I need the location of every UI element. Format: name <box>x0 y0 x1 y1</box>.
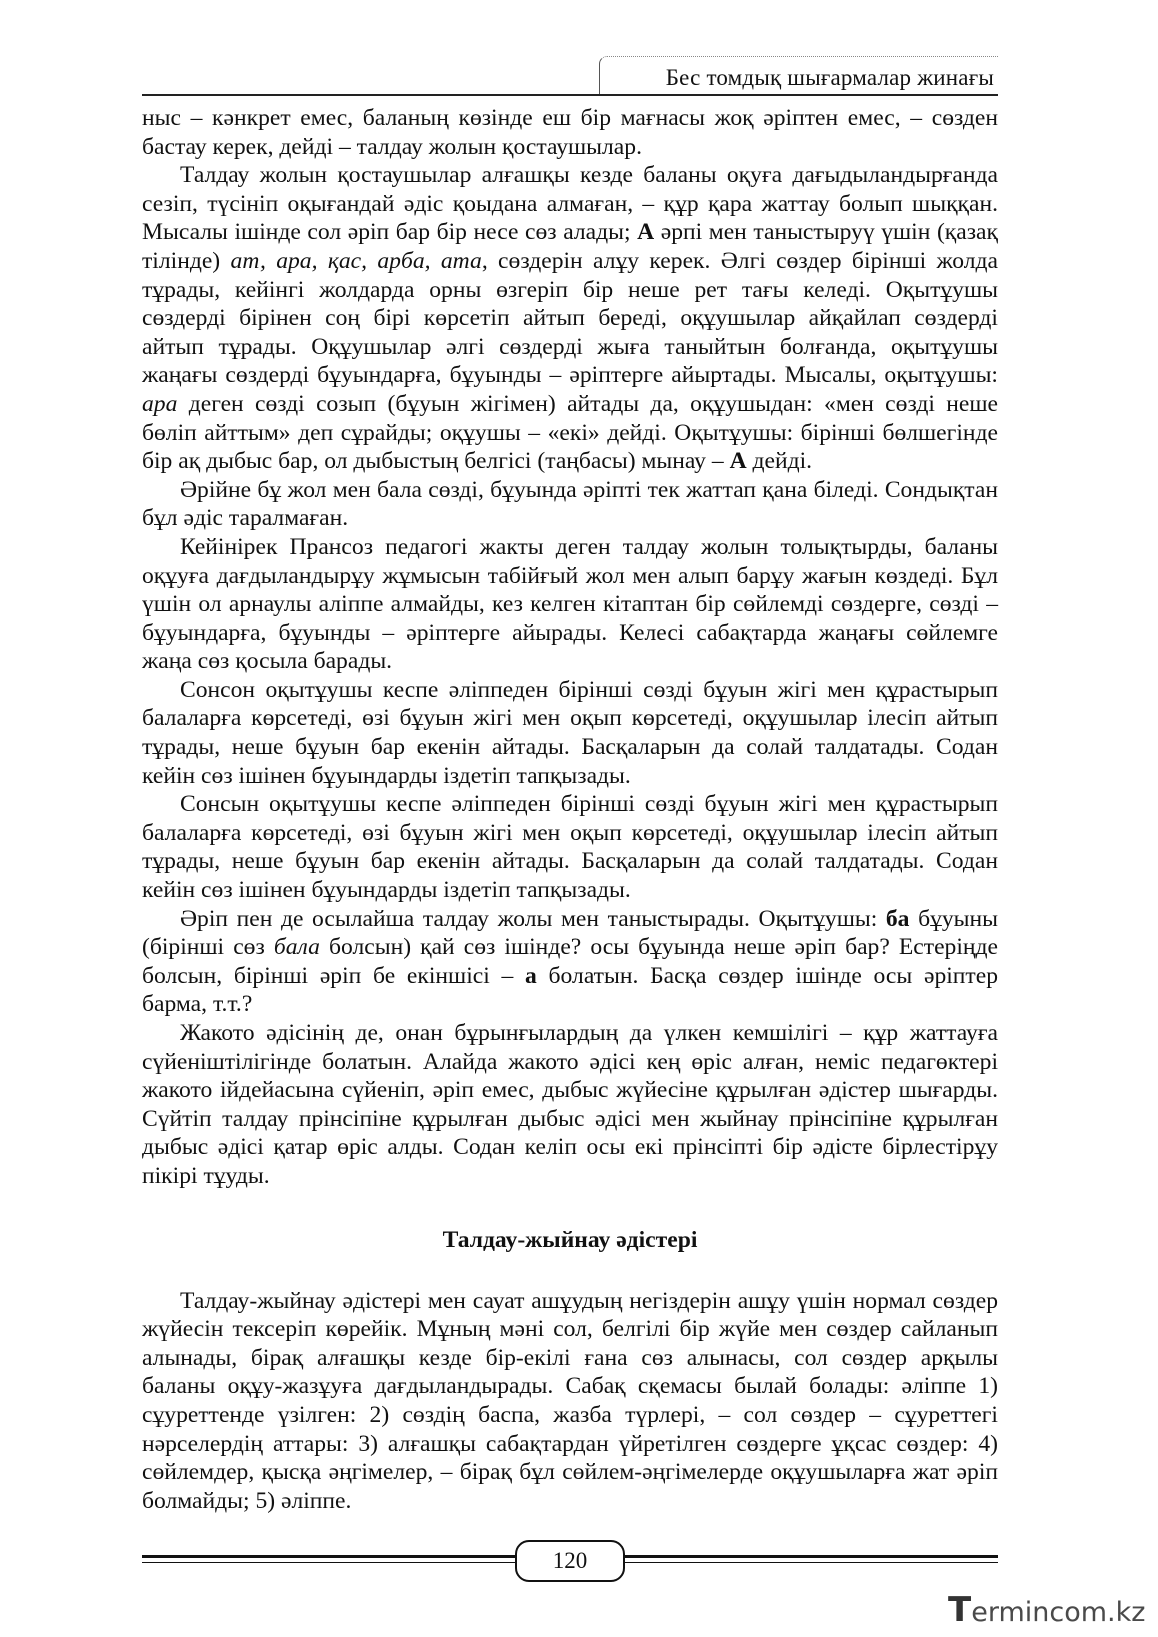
page-number: 120 <box>515 1540 625 1582</box>
text-run: ныс – кәнкрет емес, баланың көзінде еш бір мағнасы жоқ әріптен емес, – сөзден бастау керек, дейді – талдау жолын қостаушылар. <box>142 105 998 160</box>
body-text <box>142 104 998 1515</box>
header-title-frame <box>599 56 998 95</box>
text-run: Кейінірек Прансоз педагогі жакты деген талдау жолын толықтырды, баланы оқұуға дағдыландырұу жұмысын табійғый жол мен алып барұу жағын көздеді. Бұл үшін ол арнаулы аліппе алмайды, кез келген кітаптан бір сөйлемді сөздерге, сөзді – бұуындарға, бұуынды – әріптерге айырады. Келесі сабақтарда жаңағы сөйлемге жаңа сөз қосыла барады. <box>142 533 998 675</box>
text-run: Сонсын оқытұушы кеспе әліппеден бірінші сөзді бұуын жігі мен құрастырып балаларға көрсетеді, өзі бұуын жігі мен оқып көрсетеді, оқұушылар ілесіп айтып тұрады, неше бұуын бар екенін айтады. Басқаларын да солай талдатады. Содан кейін сөз ішінен бұуындарды іздетіп тапқызады. <box>142 791 998 904</box>
text-run: деген сөзді созып (бұуын жігімен) айтады да, оқұушыдан: «мен сөзді неше бөліп айттым» деп сұрайды; оқұушы – «екі» дейді. Оқытұушы: бірінші бөлшегінде бір ақ дыбыс бар, ол дыбыстың белгісі (таңбасы) мынау – <box>142 390 998 475</box>
watermark-initial: T <box>948 1590 972 1630</box>
italic-run: ара <box>142 390 178 417</box>
bold-run: А <box>729 448 747 475</box>
watermark-text: ermincom.kz <box>971 1597 1146 1628</box>
text-run: Әріп пен де осылайша талдау жолы мен таныстырады. Оқытұушы: <box>180 905 886 932</box>
paragraphs-before-heading <box>142 104 998 1191</box>
section-heading: Талдау-жыйнау әдістері <box>442 1226 698 1253</box>
paragraph <box>142 1019 998 1191</box>
paragraph <box>142 905 998 1019</box>
text-run: дейді. <box>746 448 813 475</box>
paragraph <box>142 790 998 904</box>
watermark-logo <box>948 1590 1145 1630</box>
text-run: Жакото әдісінің де, онан бұрынғылардың да үлкен кемшілігі – құр жаттауға сүйеніштілігінде болатын. Алайда жакото әдісі кең өріс алған, неміс педагөктері жакото ійдейасына сүйеніп, әріп емес, дыбыс жүйесіне құрылған әдістер шығарды. Сүйтіп талдау прінсіпіне құрылған дыбыс әдісі мен жыйнау прінсіпіне құрылған дыбыс әдісі қатар өріс алды. Содан келіп осы екі прінсіпті бір әдісте бірлестірұу пікірі тұуды. <box>142 1020 998 1189</box>
text-run: болсын) қай сөз ішінде? осы бұуында неше әріп бар? Естеріңде болсын, бірінші әріп бе екіншісі – <box>142 934 998 989</box>
book-title: Бес томдық шығармалар жинағы <box>665 65 994 90</box>
paragraphs-after-heading <box>142 1287 998 1516</box>
paragraph <box>142 476 998 533</box>
text-run: болатын. Басқа сөздер ішінде осы әріптер барма, т.т.? <box>142 962 998 1018</box>
header-rule <box>142 94 998 96</box>
running-header <box>142 56 998 96</box>
bold-run: А <box>637 219 655 246</box>
page-footer <box>142 1540 998 1580</box>
paragraph <box>142 104 998 161</box>
text-run: бұуыны (бірінші сөз <box>142 905 998 961</box>
text-run: Талдау жолын қостаушылар алғашқы кезде баланы оқуға дағыдыландырғанда сезіп, түсініп оқығандай әдіс қоыдана алмаған, – құр қара жаттау болып шыққан. Мысалы ішінде сол әріп бар бір несе сөз алады; <box>142 162 998 246</box>
text-run: Талдау-жыйнау әдістері мен сауат ашұудың негіздерін ашұу үшін нормал сөздер жүйесін тексеріп көрейік. Мұның мәні сол, белгілі бір жүйе мен сөздер сайланып алынады, бірақ алғашқы кезде бір-екілі ғана сөз алынасы, сол сөздер арқылы баланы оқұу-жазұуға дағдыландырады. Сабақ сқемасы былай болады: әліппе 1) сұуреттенде үзілген: 2) сөздің баспа, жазба түрлері, – сол сөздер – сұуреттегі нәрселердің аттары: 3) алғашқы сабақтардан үйретілген сөздерге ұқсас сөздер: 4) сөйлемдер, қысқа әңгімелер, – бірақ бұл сөйлем-әңгімелерде оқұушыларға жат әріп болмайды; 5) әліппе. <box>142 1287 998 1514</box>
bold-run: а <box>525 962 537 989</box>
italic-run: ат, ара, қас, арба, ата <box>230 247 482 274</box>
paragraph <box>142 533 998 676</box>
paragraph <box>142 161 998 476</box>
italic-run: бала <box>273 934 320 961</box>
bold-run: ба <box>885 905 910 932</box>
paragraph <box>142 1287 998 1516</box>
text-run: Сонсон оқытұушы кеспе әліппеден бірінші сөзді бұуын жігі мен құрастырып балаларға көрсетеді, өзі бұуын жігі мен оқып көрсетеді, оқұушылар ілесіп айтып тұрады, неше бұуын бар екенін айтады. Басқаларын да солай талдатады. Содан кейін сөз ішінен бұуындарды іздетіп тапқызады. <box>142 676 998 789</box>
text-run: , сөздерін алұу керек. Әлгі сөздер бірінші жолда тұрады, кейінгі жолдарда орны өзгеріп бір неше рет тағы келеді. Оқытұушы сөздерді бірінен соң бірі көрсетіп айтып береді, оқұушылар айқайлап сөздерді айтып тұрады. Оқұушылар әлгі сөздерді жыға таныйтын болғанда, оқытұушы жаңағы сөздерді бұуындарға, бұуынды – әріптерге айыртады. Мысалы, оқытұушы: <box>142 247 998 389</box>
paragraph <box>142 676 998 790</box>
text-run: Әрійне бұ жол мен бала сөзді, бұуында әріпті тек жаттап қана біледі. Сондықтан бұл әдіс таралмаған. <box>142 476 998 532</box>
text-run: әрпі мен таныстыруү үшін (қазақ тілінде) <box>142 219 998 274</box>
